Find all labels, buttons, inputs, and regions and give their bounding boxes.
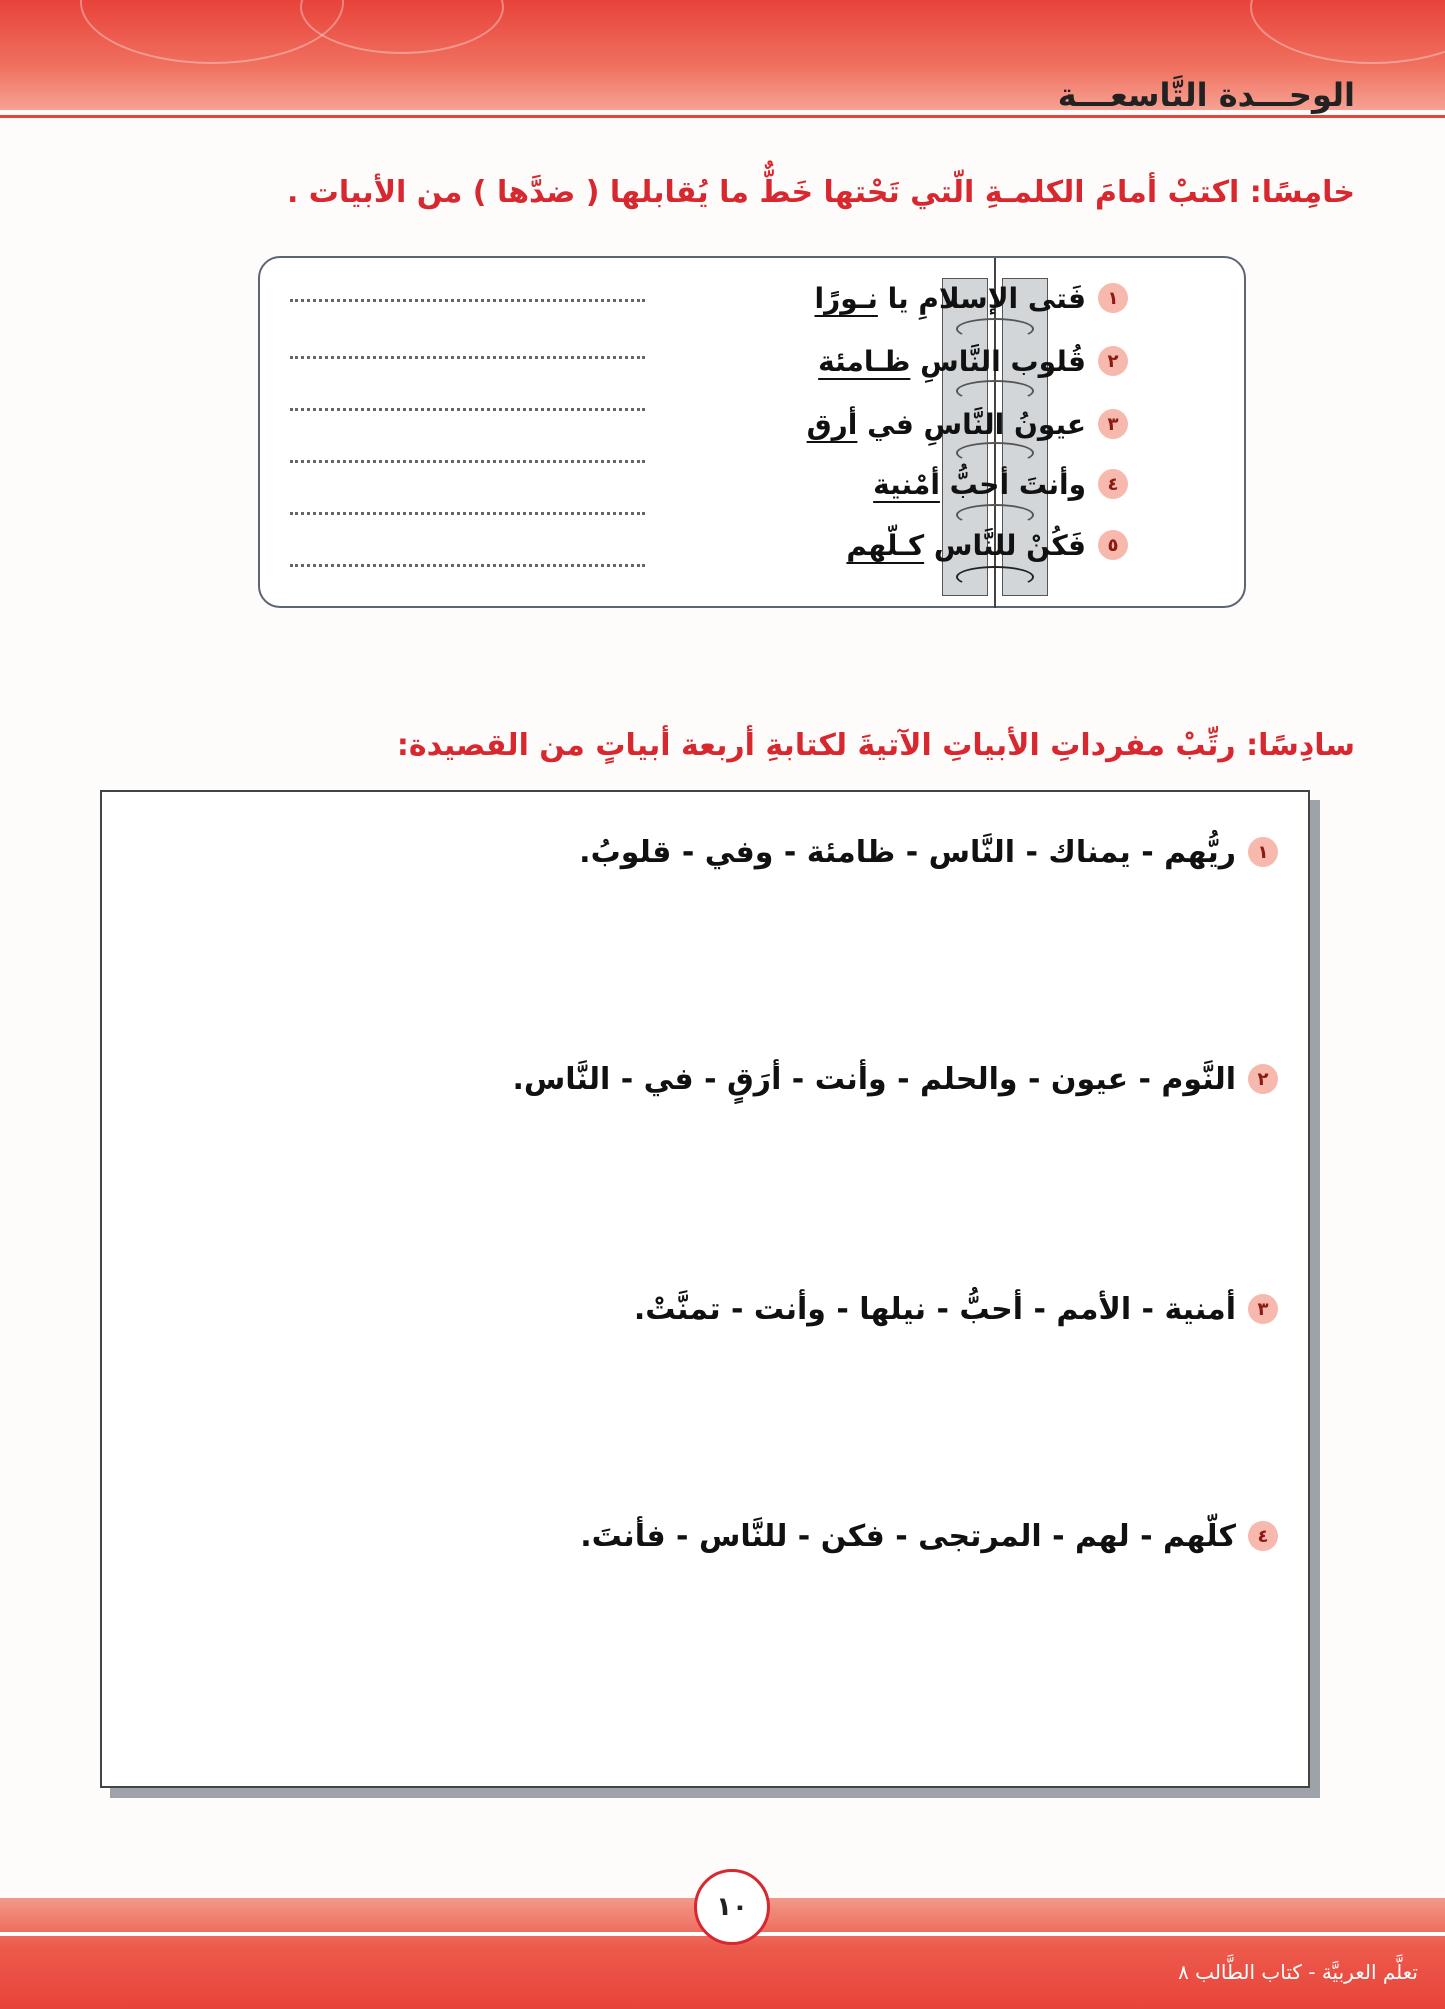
antonym-item (807, 404, 1128, 444)
item-number-badge: ٥ (1098, 530, 1128, 560)
antonym-item (818, 341, 1128, 381)
antonym-item (873, 464, 1128, 504)
item-number-badge: ٣ (1248, 1294, 1278, 1324)
item-text: أمنية - الأمم - أحبُّ - نيلها - وأنت - تمنَّتْ. (633, 1291, 1236, 1327)
item-text: فَتى الإسلامِ يا نـورًا (814, 281, 1086, 315)
arrange-item (634, 1287, 1278, 1331)
underlined-word: نـورًا (814, 281, 878, 315)
section-six-panel (100, 790, 1310, 1788)
answer-line[interactable] (290, 460, 645, 463)
section-five-instruction: خامِسًا: اكتبْ أمامَ الكلمـةِ الّتي تَحْتها خَطٌّ ما يُقابلها ( ضدَّها ) من الأبيات . (286, 175, 1355, 210)
unit-title: الوحـــدة التَّاسعـــة (1057, 76, 1355, 114)
section-five-panel (258, 256, 1246, 608)
item-text: ريُّهم - يمناك - النَّاس - ظامئة - وفي - قلوبُ. (579, 834, 1236, 870)
item-number-badge: ٢ (1098, 346, 1128, 376)
underlined-word: أمْنية (873, 467, 940, 501)
answer-line[interactable] (290, 512, 645, 515)
answer-line[interactable] (290, 564, 645, 567)
header-divider (0, 115, 1445, 118)
antonym-item (815, 278, 1129, 318)
arrange-item (580, 1514, 1278, 1558)
answer-line[interactable] (290, 408, 645, 411)
item-number-badge: ١ (1248, 837, 1278, 867)
arrange-item (512, 1057, 1278, 1101)
underlined-word: ظـامئة (818, 344, 911, 378)
item-number-badge: ٤ (1248, 1521, 1278, 1551)
item-text: عيونُ النَّاسِ في أرق (806, 407, 1086, 441)
item-number-badge: ٤ (1098, 469, 1128, 499)
underlined-word: كـلّهم (846, 528, 925, 562)
underlined-word: أرق (806, 407, 858, 441)
item-number-badge: ١ (1098, 283, 1128, 313)
item-number-badge: ٢ (1248, 1064, 1278, 1094)
item-text: كلّهم - لهم - المرتجى - فكن - للنَّاس - فأنتَ. (580, 1518, 1236, 1554)
item-number-badge: ٣ (1098, 409, 1128, 439)
page-number: ١٠ (694, 1869, 770, 1945)
item-text: النَّوم - عيون - والحلم - وأنت - أرَقٍ - في - النَّاس. (512, 1061, 1236, 1097)
section-six-instruction: سادِسًا: رتِّبْ مفرداتِ الأبياتِ الآتيةَ لكتابةِ أربعة أبياتٍ من القصيدة: (396, 728, 1355, 763)
item-text: وأنتَ أحبُّ أمْنية (873, 467, 1086, 501)
antonym-item (846, 525, 1128, 565)
answer-line[interactable] (290, 356, 645, 359)
item-text: قُلوب النَّاسِ ظـامئة (818, 344, 1086, 378)
item-text: فَكُنْ للنَّاس كـلّهم (846, 528, 1086, 562)
book-title: تعلَّم العربيَّة - كتاب الطَّالب ٨ (1178, 1960, 1418, 1984)
arrange-item (579, 830, 1278, 874)
answer-line[interactable] (290, 299, 645, 302)
